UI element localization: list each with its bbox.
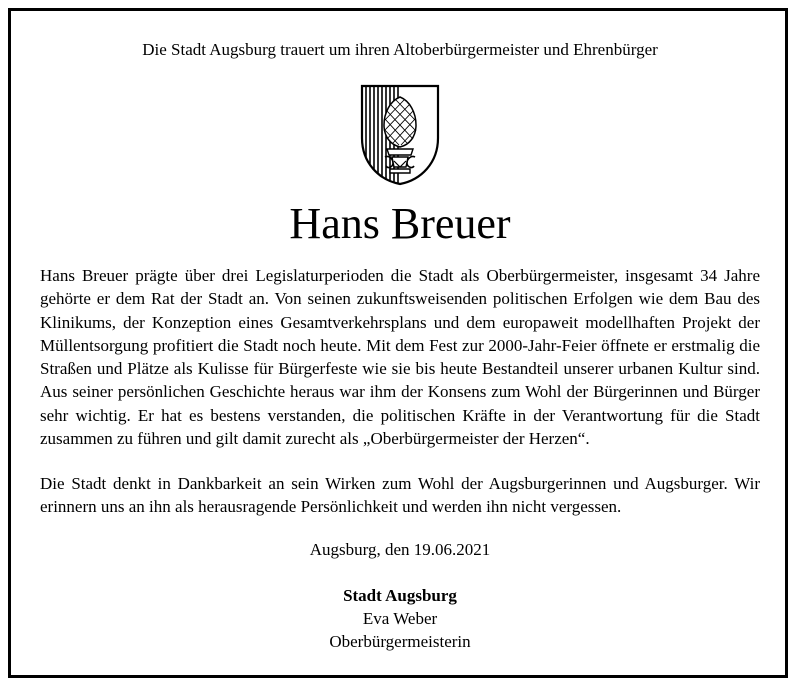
date-line: Augsburg, den 19.06.2021 — [309, 540, 491, 559]
signature-organization: Stadt Augsburg — [343, 586, 457, 605]
signature-name: Eva Weber — [362, 609, 438, 628]
tribute-paragraph: Hans Breuer prägte über drei Legislaturperioden die Stadt als Oberbürgermeister, insgesamt 34 Jahre gehörte er dem Rat der Stadt an. Von seinen zukunftsweisenden politischen Erfolgen wie dem Bau des Klinikums, der Konzeption eines Gesamtverkehrsplans und dem europaweit modellhaften Projekt der Müllentsorgung profitiert die Stadt noch heute. Mit dem Fest zur 2000-Jahr-Feier öffnete er erstmalig die Straßen und Plätze als Kulisse für Bürgerfeste wie sie bis heute Bestandteil unserer urbanen Kultur sind. Aus seiner persönlichen Geschichte heraus war ihm der Konsens zum Wohl der Bürgerinnen und Bürger sehr wichtig. Er hat es bestens verstanden, die politischen Kräfte in der Verantwortung für die Stadt zusammen zu führen und gilt damit zurecht als „Oberbürgermeister der Herzen“. — [40, 266, 760, 448]
closing-paragraph: Die Stadt denkt in Dankbarkeit an sein Wirken zum Wohl der Augsburgerinnen und Augsburger. Wir erinnern uns an ihn als herausragende Persönlichkeit und werden ihn nicht vergessen. — [40, 474, 760, 517]
header-line: Die Stadt Augsburg trauert um ihren Altoberbürgermeister und Ehrenbürger — [142, 40, 658, 59]
city-crest-pinecone-icon — [359, 83, 441, 187]
deceased-name: Hans Breuer — [289, 199, 511, 248]
signature-title: Oberbürgermeisterin — [329, 632, 471, 651]
